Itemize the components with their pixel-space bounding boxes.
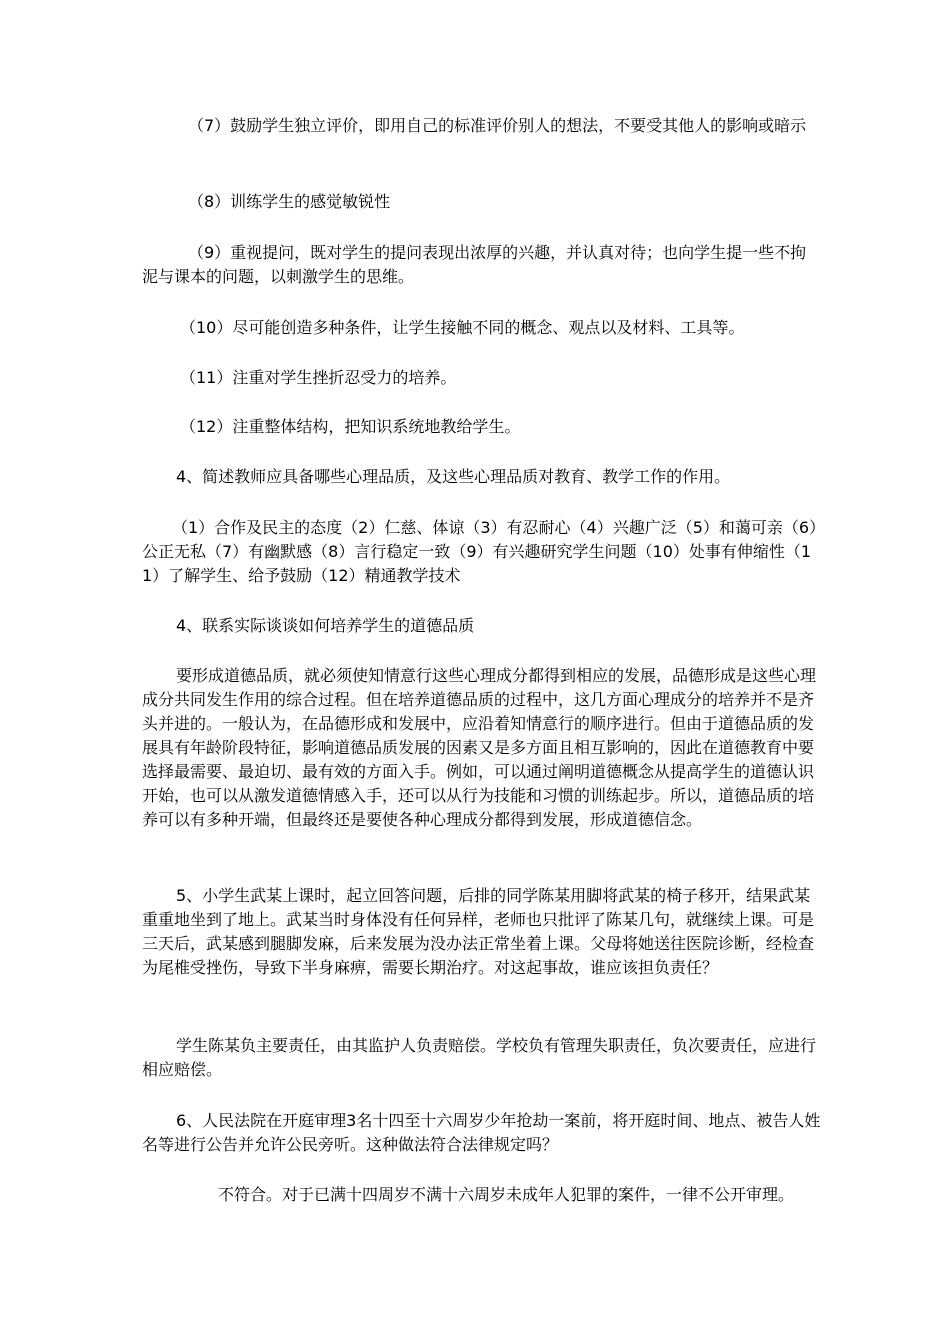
answer-6-court: 不符合。对于已满十四周岁不满十六周岁未成年人犯罪的案件，一律不公开审理。 — [218, 1185, 795, 1204]
question-5-case: 5、小学生武某上课时，起立回答问题，后排的同学陈某用脚将武某的椅子移开，结果武某重重地坐到了地上。武某当时身体没有任何异样，老师也只批评了陈某几句，就继续上课。可是三天后，武某感到腿脚发麻，后来发展为没办法正常坐着上课。父母将她送往医院诊断，经检查为尾椎受挫伤，导致下半身麻痹，需要长期治疗。对这起事故，谁应该担负责任？ — [142, 886, 815, 977]
paragraph-item-10: （10）尽可能创造多种条件，让学生接触不同的概念、观点以及材料、工具等。 — [180, 318, 745, 337]
paragraph-item-7: （7）鼓励学生独立评价，即用自己的标准评价别人的想法，不要受其他人的影响或暗示 — [188, 116, 807, 135]
answer-5-case: 学生陈某负主要责任，由其监护人负责赔偿。学校负有管理失职责任，负次要责任，应进行相应赔偿。 — [142, 1036, 817, 1079]
question-4-teacher-qualities: 4、简述教师应具备哪些心理品质，及这些心理品质对教育、教学工作的作用。 — [176, 467, 731, 486]
paragraph-item-9: （9）重视提问，既对学生的提问表现出浓厚的兴趣，并认真对待；也向学生提一些不拘泥与课本的问题，以刺激学生的思维。 — [142, 243, 807, 286]
answer-teacher-qualities: （1）合作及民主的态度（2）仁慈、体谅（3）有忍耐心（4）兴趣广泛（5）和蔼可亲（6）公正无私（7）有幽默感（8）言行稳定一致（9）有兴趣研究学生问题（10）处事有伸缩性（11）了解学生、给予鼓励（12）精通教学技术 — [142, 518, 818, 585]
question-6-court: 6、人民法院在开庭审理3名十四至十六周岁少年抢劫一案前，将开庭时间、地点、被告人姓名等进行公告并允许公民旁听。这种做法符合法律规定吗？ — [142, 1111, 821, 1154]
question-4-moral-quality: 4、联系实际谈谈如何培养学生的道德品质 — [176, 616, 475, 635]
paragraph-item-12: （12）注重整体结构，把知识系统地教给学生。 — [180, 417, 521, 436]
paragraph-item-8: （8）训练学生的感觉敏锐性 — [188, 192, 391, 211]
paragraph-item-11: （11）注重对学生挫折忍受力的培养。 — [180, 368, 457, 387]
answer-moral-quality: 要形成道德品质，就必须使知情意行这些心理成分都得到相应的发展，品德形成是这些心理成分共同发生作用的综合过程。但在培养道德品质的过程中，这几方面心理成分的培养并不是齐头并进的。一般认为，在品德形成和发展中，应沿着知情意行的顺序进行。但由于道德品质的发展具有年龄阶段特征，影响道德品质发展的因素又是多方面且相互影响的，因此在道德教育中要选择最需要、最迫切、最有效的方面入手。例如，可以通过阐明道德概念从提高学生的道德认识开始，也可以从激发道德情感入手，还可以从行为技能和习惯的训练起步。所以，道德品质的培养可以有多种开端，但最终还是要使各种心理成分都得到发展，形成道德信念。 — [142, 666, 817, 829]
